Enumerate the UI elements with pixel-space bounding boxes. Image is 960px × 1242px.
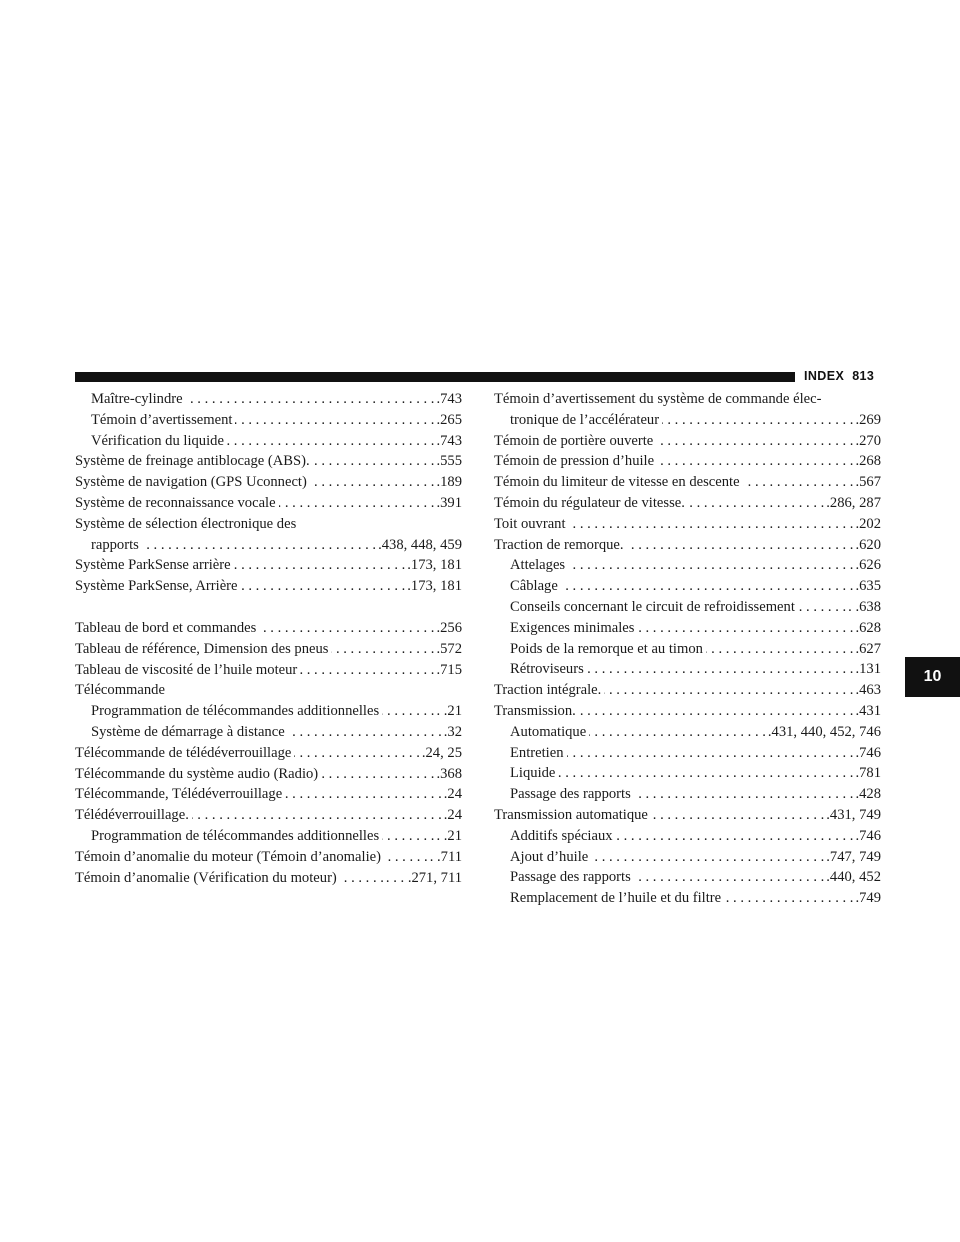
index-entry (75, 743, 462, 764)
index-term: Ajout d’huile (510, 848, 589, 865)
index-term: Automatique (510, 723, 587, 740)
leader-dots (616, 826, 854, 847)
index-entry (75, 618, 462, 639)
index-entry (75, 431, 462, 452)
index-term: Témoin du limiteur de vitesse en descente (494, 474, 740, 491)
index-entry (494, 867, 881, 888)
index-entry (494, 743, 881, 764)
index-term: Attelages (510, 557, 566, 574)
index-term: Entretien (510, 744, 564, 761)
index-term: Télécommande, Télédéverrouillage (75, 786, 283, 803)
index-term: Tableau de référence, Dimension des pneus (75, 640, 329, 657)
index-page-ref: .743 (436, 391, 462, 407)
index-term: Passage des rapports (510, 869, 631, 886)
index-page-ref: .715 (436, 661, 462, 678)
index-entry (494, 514, 881, 535)
index-entry (494, 888, 881, 909)
leader-dots (657, 451, 853, 472)
index-page-ref: .24, 25 (421, 744, 462, 761)
index-page-ref: . .21 (436, 703, 462, 720)
index-entry (494, 472, 881, 493)
index-page-ref: .567 (855, 474, 881, 491)
index-entry (75, 493, 462, 514)
leader-dots (743, 472, 854, 493)
index-page-ref: .286, 287 (826, 494, 881, 511)
index-entry (494, 431, 881, 452)
index-term: Tableau de bord et commandes (75, 619, 257, 636)
index-term: Système ParkSense arrière (75, 557, 231, 574)
index-term: Câblage (510, 578, 558, 595)
index-term: Système de démarrage à distance (91, 723, 285, 740)
index-page-ref: .781 (855, 765, 881, 782)
index-term: Conseils concernant le circuit de refroidissement (510, 598, 795, 615)
index-entry (75, 826, 462, 847)
chapter-tab-label: 10 (923, 668, 942, 685)
leader-dots (142, 535, 376, 556)
index-term: Télécommande de télédéverrouillage (75, 744, 292, 761)
index-heading: Système de sélection électronique des (75, 515, 297, 532)
index-entry (75, 410, 462, 431)
index-page-ref: .620 (855, 536, 881, 553)
leader-dots (227, 431, 435, 452)
index-page-ref: .24 (443, 807, 462, 824)
index-term: Télédéverrouillage. (75, 807, 189, 824)
header-rule (75, 372, 795, 382)
index-entry (75, 868, 462, 889)
index-page-ref: .463 (855, 682, 881, 699)
index-entry (494, 763, 881, 784)
index-term: Système de reconnaissance vocale (75, 494, 276, 511)
leader-dots (234, 555, 406, 576)
index-entry (494, 722, 881, 743)
index-entry (494, 680, 881, 701)
leader-dots (558, 763, 853, 784)
index-term: Système ParkSense, Arrière (75, 578, 238, 595)
index-entry (494, 826, 881, 847)
leader-dots (186, 389, 435, 410)
leader-dots (310, 472, 435, 493)
index-page-ref: .749 (855, 890, 881, 907)
index-entry (494, 847, 881, 868)
index-entry (75, 389, 462, 410)
leader-dots (192, 805, 442, 826)
leader-dots (285, 784, 442, 805)
leader-dots (568, 555, 853, 576)
index-heading: Témoin d’avertissement du système de commande élec- (494, 391, 822, 407)
index-column-left (75, 389, 462, 888)
index-entry (494, 639, 881, 660)
index-term: Exigences minimales (510, 619, 635, 636)
leader-dots (637, 618, 853, 639)
leader-dots (634, 867, 824, 888)
index-page-ref: .202 (855, 515, 881, 532)
leader-dots (569, 514, 854, 535)
index-entry (494, 784, 881, 805)
index-term: Transmission. (494, 702, 576, 719)
index-page-ref: .173, 181 (407, 578, 462, 595)
leader-dots (589, 722, 766, 743)
index-entry (494, 410, 881, 431)
leader-dots (300, 660, 434, 681)
index-page-ref: .268 (855, 453, 881, 470)
index-term: Témoin du régulateur de vitesse. (494, 494, 685, 511)
leader-dots (241, 576, 406, 597)
index-page-ref: .391 (436, 494, 462, 511)
index-term: Vérification du liquide (91, 432, 224, 449)
index-term: Témoin d’avertissement (91, 411, 233, 428)
leader-dots (279, 493, 435, 514)
index-entry (75, 847, 462, 868)
leader-dots (706, 639, 854, 660)
index-term: Témoin de pression d’huile (494, 453, 655, 470)
index-term: Système de freinage antiblocage (ABS). (75, 453, 310, 470)
leader-dots (627, 535, 854, 556)
index-entry (75, 576, 462, 597)
index-page-ref: . .638 (848, 598, 881, 615)
index-page-ref: . . . .271, 711 (385, 869, 462, 886)
index-page-ref: .189 (436, 474, 462, 491)
leader-dots (561, 576, 854, 597)
index-entry (494, 597, 881, 618)
index-entry (494, 535, 881, 556)
index-entry (494, 493, 881, 514)
index-page-ref: .635 (855, 578, 881, 595)
index-term: Système de navigation (GPS Uconnect) (75, 474, 307, 491)
index-page-ref: .131 (855, 661, 881, 678)
index-page-ref: .627 (855, 640, 881, 657)
leader-dots (587, 659, 854, 680)
index-term: Passage des rapports (510, 786, 631, 803)
leader-dots (604, 680, 853, 701)
leader-dots (724, 888, 853, 909)
running-header (804, 369, 894, 383)
index-page-ref: .438, 448, 459 (378, 536, 462, 553)
leader-dots (294, 743, 419, 764)
index-entry (494, 618, 881, 639)
index-entry (75, 764, 462, 785)
index-entry (494, 701, 881, 722)
leader-dots (656, 431, 853, 452)
index-page-ref: .24 (443, 786, 462, 803)
index-page-ref: .626 (855, 557, 881, 574)
index-entry (75, 451, 462, 472)
index-entry (75, 784, 462, 805)
index-page-ref: .431 (855, 702, 881, 719)
index-term: Traction intégrale. (494, 682, 602, 699)
page-number: 813 (852, 369, 875, 383)
index-page-ref: .431, 440, 452, 746 (767, 723, 881, 740)
index-term: Traction de remorque. (494, 536, 624, 553)
index-term: Programmation de télécommandes additionnelles (91, 703, 380, 720)
index-term: Remplacement de l’huile et du filtre (510, 890, 722, 907)
index-term: Tableau de viscosité de l’huile moteur (75, 661, 298, 678)
chapter-tab (905, 657, 960, 697)
index-term: Liquide (510, 765, 556, 782)
index-entry (75, 555, 462, 576)
leader-dots (382, 826, 434, 847)
index-page-ref: .431, 749 (826, 806, 881, 823)
index-page-ref: .555 (436, 453, 462, 470)
index-term: Rétroviseurs (510, 661, 584, 678)
leader-dots (634, 784, 854, 805)
index-entry (75, 722, 462, 743)
leader-dots (288, 722, 442, 743)
index-entry (494, 659, 881, 680)
index-term: Maître-cylindre (91, 391, 183, 407)
leader-dots (384, 847, 428, 868)
index-term: Poids de la remorque et au timon (510, 640, 703, 657)
index-entry (494, 805, 881, 826)
index-term: tronique de l’accélérateur (510, 411, 660, 428)
leader-dots (313, 451, 435, 472)
index-term: Additifs spéciaux (510, 827, 613, 844)
index-page-ref: .256 (436, 619, 462, 636)
index-heading: Télécommande (75, 682, 165, 699)
leader-dots (331, 639, 434, 660)
index-page-ref: . .21 (436, 827, 462, 844)
index-page-ref: .628 (855, 619, 881, 636)
index-term: Témoin de portière ouverte (494, 432, 654, 449)
index-page-ref: .747, 749 (826, 848, 881, 865)
leader-dots (321, 764, 434, 785)
index-entry (494, 451, 881, 472)
leader-dots (688, 493, 824, 514)
index-entry (494, 576, 881, 597)
header-title: INDEX (804, 369, 845, 383)
index-page-ref: .746 (855, 827, 881, 844)
leader-dots (567, 743, 854, 764)
index-term: rapports (91, 536, 139, 553)
index-entry (75, 660, 462, 681)
leader-dots (798, 597, 846, 618)
index-page-ref: .270 (855, 432, 881, 449)
index-page-ref: .265 (436, 411, 462, 428)
index-page-ref: .173, 181 (407, 557, 462, 574)
index-page-ref: .428 (855, 786, 881, 803)
leader-dots (591, 847, 824, 868)
index-entry (75, 535, 462, 556)
index-page-ref: .440, 452 (826, 869, 881, 886)
index-entry (75, 805, 462, 826)
index-entry (494, 555, 881, 576)
leader-dots (235, 410, 434, 431)
index-term: Télécommande du système audio (Radio) (75, 765, 319, 782)
leader-dots (651, 805, 824, 826)
index-page-ref: .743 (436, 432, 462, 449)
index-column-right (494, 389, 881, 909)
index-page-ref: .572 (436, 640, 462, 657)
index-entry (75, 701, 462, 722)
index-term: Témoin d’anomalie (Vérification du moteur) (75, 869, 337, 886)
leader-dots (579, 701, 854, 722)
index-term: Témoin d’anomalie du moteur (Témoin d’anomalie) (75, 848, 381, 865)
index-term: Transmission automatique (494, 806, 648, 823)
index-page-ref: .32 (443, 723, 462, 740)
index-term: Programmation de télécommandes additionnelles (91, 827, 380, 844)
section-gap (75, 597, 462, 618)
index-page-ref: .269 (855, 411, 881, 428)
leader-dots (259, 618, 434, 639)
leader-dots (662, 410, 853, 431)
index-page-ref: . .711 (429, 848, 462, 865)
index-page-ref: .746 (855, 744, 881, 761)
index-page-ref: .368 (436, 765, 462, 782)
index-term: Toit ouvrant (494, 515, 566, 532)
leader-dots (340, 868, 384, 889)
index-entry (75, 472, 462, 493)
index-entry (75, 639, 462, 660)
leader-dots (382, 701, 434, 722)
